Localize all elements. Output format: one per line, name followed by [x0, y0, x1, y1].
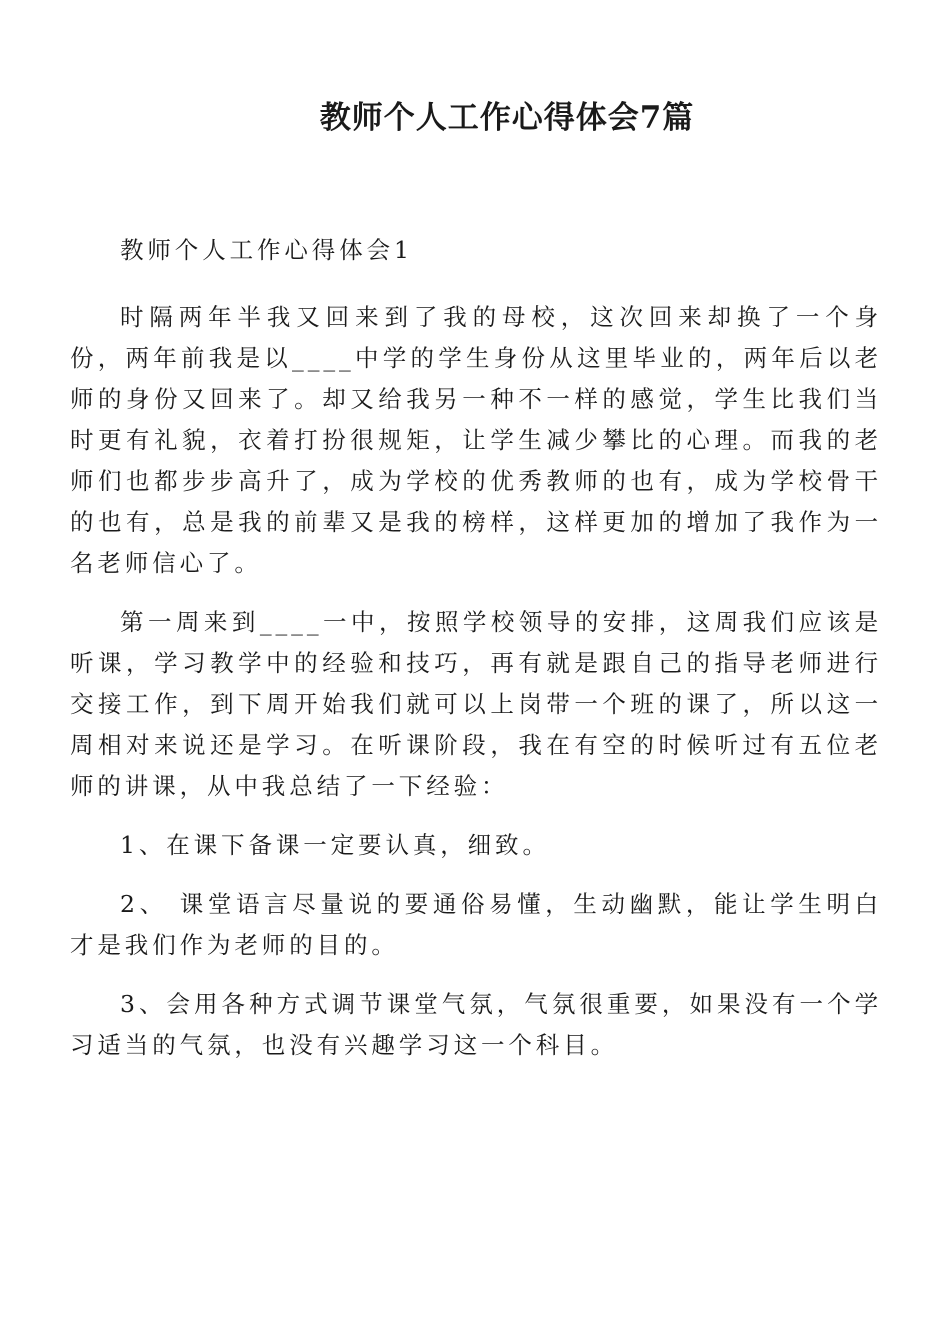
document-title: 教师个人工作心得体会7篇: [319, 100, 695, 136]
paragraph-2: 第一周来到____一中，按照学校领导的安排，这周我们应该是听课，学习教学中的经验和技巧，再有就是跟自己的指导老师进行交接工作，到下周开始我们就可以上岗带一个班的课了，所以这一周相对来说还是学习。在听课阶段，我在有空的时候听过有五位老师的讲课，从中我总结了一下经验：: [70, 608, 882, 800]
list-item-3: 3、会用各种方式调节课堂气氛，气氛很重要，如果没有一个学习适当的气氛，也没有兴趣学习这一个科目。: [70, 990, 882, 1059]
document-body: [70, 230, 882, 1084]
list-item-1: 1、在课下备课一定要认真，细致。: [120, 831, 550, 859]
paragraph-1: 时隔两年半我又回来到了我的母校，这次回来却换了一个身份，两年前我是以____中学的学生身份从这里毕业的，两年后以老师的身份又回来了。却又给我另一种不一样的感觉，学生比我们当时更有礼貌，衣着打扮很规矩，让学生减少攀比的心理。而我的老师们也都步步高升了，成为学校的优秀教师的也有，成为学校骨干的也有，总是我的前辈又是我的榜样，这样更加的增加了我作为一名老师信心了。: [70, 303, 882, 577]
list-item-2: 2、 课堂语言尽量说的要通俗易懂，生动幽默，能让学生明白才是我们作为老师的目的。: [70, 890, 882, 959]
section-heading: 教师个人工作心得体会1: [120, 236, 413, 264]
